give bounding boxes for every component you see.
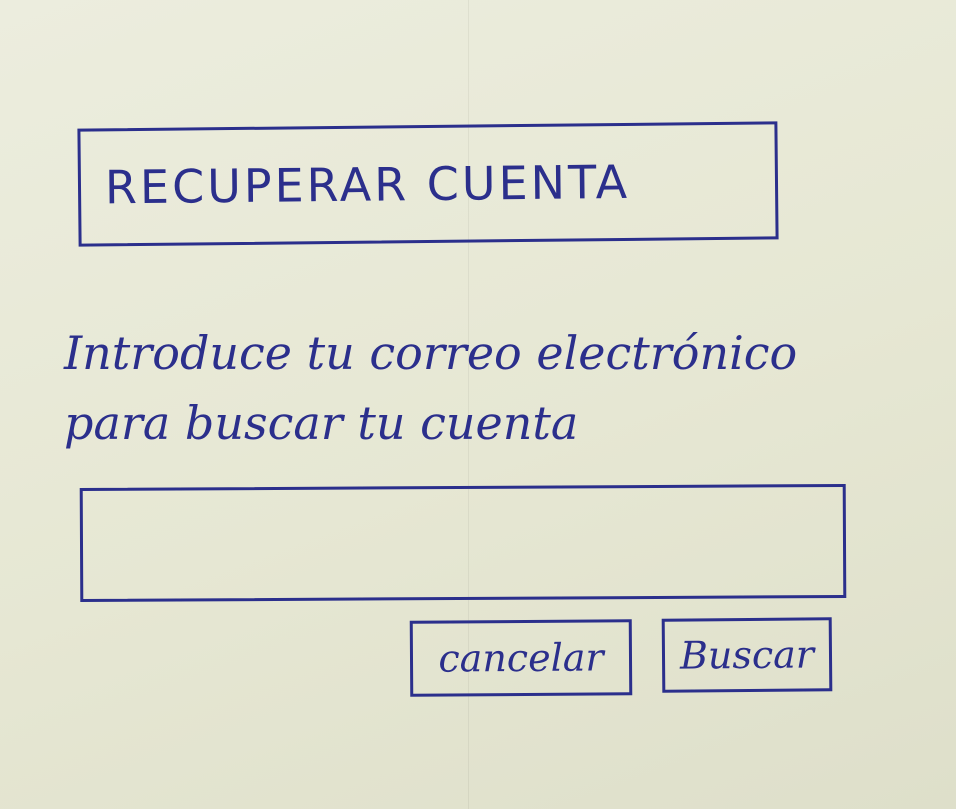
- page-title: RECUPERAR CUENTA: [104, 154, 631, 215]
- instructions-line-2: para buscar tu cuenta: [64, 396, 579, 450]
- email-input[interactable]: [80, 484, 847, 602]
- cancel-button[interactable]: cancelar: [410, 619, 633, 697]
- instructions-text: [64, 318, 924, 458]
- search-button[interactable]: Buscar: [662, 617, 833, 692]
- page-title-box: [77, 121, 778, 246]
- instructions-line-1: Introduce tu correo electrónico: [64, 326, 798, 380]
